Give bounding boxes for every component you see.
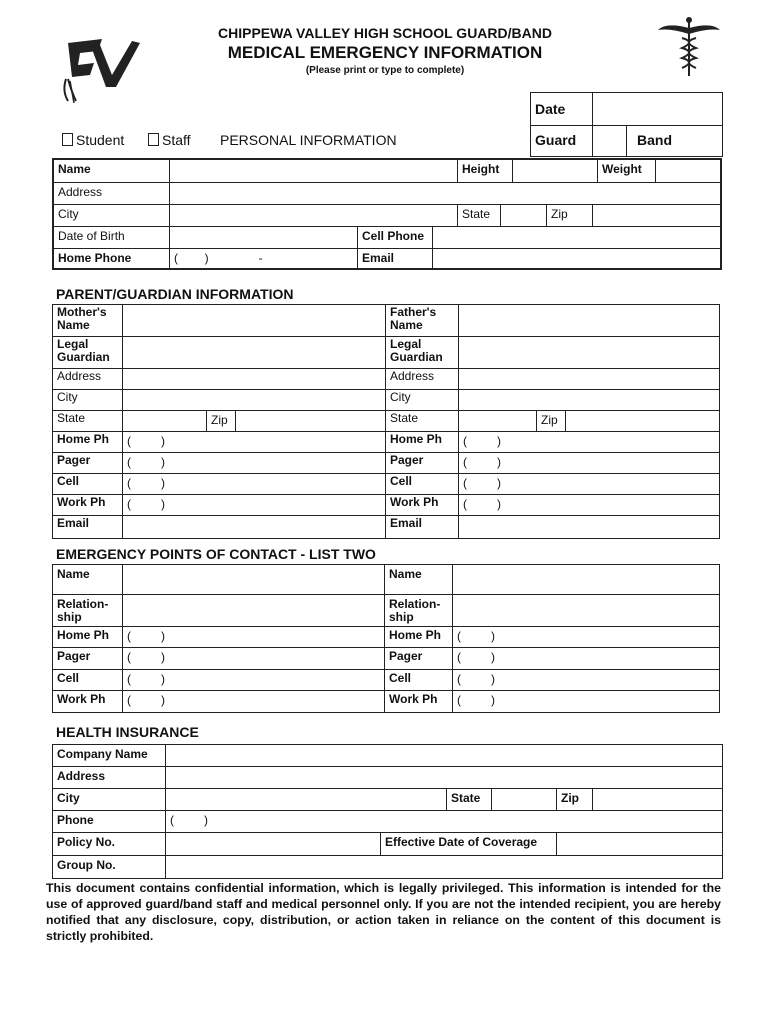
- right-state-field[interactable]: [458, 410, 536, 431]
- effective-date-field[interactable]: [556, 832, 722, 855]
- group-no-field[interactable]: [165, 855, 722, 878]
- left-work-ph-label: Work Ph: [52, 494, 122, 515]
- parent-section-title: PARENT/GUARDIAN INFORMATION: [56, 286, 294, 302]
- email-field[interactable]: [432, 248, 720, 268]
- contact2-home-ph-field[interactable]: ( ): [452, 626, 719, 647]
- left-state-label: State: [52, 410, 122, 431]
- contact1-home-ph-label: Home Ph: [52, 626, 122, 647]
- city-label: City: [54, 204, 169, 226]
- date-label: Date: [530, 92, 592, 125]
- right-email-label: Email: [385, 515, 458, 538]
- right-city-label: City: [385, 389, 458, 410]
- right-zip-field[interactable]: [566, 410, 719, 431]
- ins-state-label: State: [446, 788, 491, 810]
- contact2-relationship-label: Relation-ship: [384, 594, 452, 626]
- parent-info-table: [52, 304, 720, 539]
- contact2-cell-field[interactable]: ( ): [452, 669, 719, 690]
- right-city-field[interactable]: [458, 389, 719, 410]
- state-field[interactable]: [500, 204, 546, 226]
- left-legal-field[interactable]: [122, 336, 385, 368]
- ins-zip-label: Zip: [556, 788, 592, 810]
- guard-field[interactable]: [592, 125, 626, 156]
- contact1-pager-label: Pager: [52, 647, 122, 669]
- height-field[interactable]: [512, 160, 597, 182]
- student-option[interactable]: [62, 132, 124, 148]
- left-zip-label: Zip: [206, 410, 236, 431]
- right-email-field[interactable]: [458, 515, 719, 538]
- contact2-work-ph-label: Work Ph: [384, 690, 452, 712]
- height-label: Height: [457, 160, 512, 182]
- contact2-work-ph-field[interactable]: ( ): [452, 690, 719, 712]
- form-title: MEDICAL EMERGENCY INFORMATION: [227, 43, 543, 62]
- right-work-ph-field[interactable]: ( ): [458, 494, 719, 515]
- left-email-label: Email: [52, 515, 122, 538]
- left-pager-label: Pager: [52, 452, 122, 473]
- date-field[interactable]: [592, 92, 722, 125]
- state-label: State: [457, 204, 500, 226]
- caduceus-icon: [656, 14, 722, 80]
- ins-address-label: Address: [52, 766, 165, 788]
- emergency-section-title: EMERGENCY POINTS OF CONTACT - LIST TWO: [56, 546, 376, 562]
- left-address-field[interactable]: [122, 368, 385, 389]
- company-name-field[interactable]: [165, 744, 722, 766]
- left-mother-label: Mother's Name: [52, 304, 122, 336]
- staff-label: Staff: [162, 132, 191, 148]
- contact1-work-ph-field[interactable]: ( ): [122, 690, 384, 712]
- effective-date-label: Effective Date of Coverage: [380, 832, 556, 855]
- contact2-pager-field[interactable]: ( ): [452, 647, 719, 669]
- zip-label: Zip: [546, 204, 592, 226]
- home-phone-field[interactable]: ( ) -: [169, 248, 357, 268]
- contact1-cell-label: Cell: [52, 669, 122, 690]
- contact1-home-ph-field[interactable]: ( ): [122, 626, 384, 647]
- contact2-home-ph-label: Home Ph: [384, 626, 452, 647]
- student-label: Student: [76, 132, 125, 148]
- ins-phone-label: Phone: [52, 810, 165, 832]
- right-legal-label: Legal Guardian: [385, 336, 458, 368]
- left-cell-field[interactable]: ( ): [122, 473, 385, 494]
- email-label: Email: [357, 248, 432, 268]
- contact2-pager-label: Pager: [384, 647, 452, 669]
- left-mother-field[interactable]: [122, 304, 385, 336]
- zip-field[interactable]: [592, 204, 720, 226]
- student-checkbox[interactable]: [62, 133, 73, 146]
- right-address-field[interactable]: [458, 368, 719, 389]
- contact1-work-ph-label: Work Ph: [52, 690, 122, 712]
- personal-info-table: [52, 158, 722, 270]
- staff-option[interactable]: [148, 132, 191, 148]
- right-state-label: State: [385, 410, 458, 431]
- contact1-relationship-field[interactable]: [122, 594, 384, 626]
- guard-label: Guard: [530, 125, 592, 156]
- school-logo: [60, 35, 142, 107]
- contact2-relationship-field[interactable]: [452, 594, 719, 626]
- right-cell-field[interactable]: ( ): [458, 473, 719, 494]
- emergency-contacts-table: [52, 564, 720, 713]
- left-legal-label: Legal Guardian: [52, 336, 122, 368]
- left-city-field[interactable]: [122, 389, 385, 410]
- home-phone-label: Home Phone: [54, 248, 169, 268]
- name-label: Name: [58, 162, 91, 176]
- right-cell-label: Cell: [385, 473, 458, 494]
- right-zip-label: Zip: [536, 410, 566, 431]
- right-address-label: Address: [385, 368, 458, 389]
- address-label: Address: [54, 182, 169, 204]
- left-work-ph-field[interactable]: ( ): [122, 494, 385, 515]
- right-pager-field[interactable]: ( ): [458, 452, 719, 473]
- left-state-field[interactable]: [122, 410, 206, 431]
- weight-field[interactable]: [655, 160, 720, 182]
- confidentiality-notice: This document contains confidential information, which is legally privileged. This information is intended for the use of approved guard/band staff and medical personnel only. If you are not the intended recipient, you are hereby notified that any disclosure, copy, distribution, or action taken in reliance on the content of this document is strictly prohibited.: [46, 881, 721, 943]
- left-home-ph-field[interactable]: ( ): [122, 431, 385, 452]
- left-email-field[interactable]: [122, 515, 385, 538]
- right-legal-field[interactable]: [458, 336, 719, 368]
- dob-field[interactable]: [169, 226, 357, 248]
- left-cell-label: Cell: [52, 473, 122, 494]
- insurance-section-title: HEALTH INSURANCE: [56, 724, 199, 740]
- ins-city-label: City: [52, 788, 165, 810]
- address-field[interactable]: [169, 182, 720, 204]
- contact1-relationship-label: Relation-ship: [52, 594, 122, 626]
- left-city-label: City: [52, 389, 122, 410]
- contact2-name-label: Name: [384, 564, 452, 594]
- contact1-name-field[interactable]: [122, 564, 384, 594]
- right-home-ph-field[interactable]: ( ): [458, 431, 719, 452]
- contact2-name-field[interactable]: [452, 564, 719, 594]
- policy-no-field[interactable]: [165, 832, 380, 855]
- date-box: [530, 92, 723, 157]
- left-home-ph-label: Home Ph: [52, 431, 122, 452]
- right-work-ph-label: Work Ph: [385, 494, 458, 515]
- contact1-pager-field[interactable]: ( ): [122, 647, 384, 669]
- ins-address-field[interactable]: [165, 766, 722, 788]
- ins-city-field[interactable]: [165, 788, 446, 810]
- insurance-table: [52, 744, 723, 879]
- ins-zip-field[interactable]: [592, 788, 722, 810]
- left-zip-field[interactable]: [236, 410, 385, 431]
- right-home-ph-label: Home Ph: [385, 431, 458, 452]
- city-field[interactable]: [169, 204, 457, 226]
- contact2-cell-label: Cell: [384, 669, 452, 690]
- group-no-label: Group No.: [52, 855, 165, 878]
- policy-no-label: Policy No.: [52, 832, 165, 855]
- left-address-label: Address: [52, 368, 122, 389]
- cell-phone-field[interactable]: [432, 226, 720, 248]
- contact1-name-label: Name: [52, 564, 122, 594]
- form-subtitle: (Please print or type to complete): [305, 65, 465, 76]
- ins-state-field[interactable]: [491, 788, 556, 810]
- dob-label: Date of Birth: [54, 226, 169, 248]
- contact1-cell-field[interactable]: ( ): [122, 669, 384, 690]
- right-father-field[interactable]: [458, 304, 719, 336]
- weight-label: Weight: [597, 160, 655, 182]
- personal-info-title: PERSONAL INFORMATION: [220, 132, 397, 148]
- right-pager-label: Pager: [385, 452, 458, 473]
- company-name-label: Company Name: [52, 744, 165, 766]
- left-pager-field[interactable]: ( ): [122, 452, 385, 473]
- ins-phone-field[interactable]: ( ): [165, 810, 722, 832]
- band-label: Band: [626, 125, 722, 156]
- staff-checkbox[interactable]: [148, 133, 159, 146]
- cell-phone-label: Cell Phone: [357, 226, 432, 248]
- right-father-label: Father's Name: [385, 304, 458, 336]
- name-field[interactable]: [169, 160, 457, 182]
- school-name: CHIPPEWA VALLEY HIGH SCHOOL GUARD/BAND: [218, 25, 552, 41]
